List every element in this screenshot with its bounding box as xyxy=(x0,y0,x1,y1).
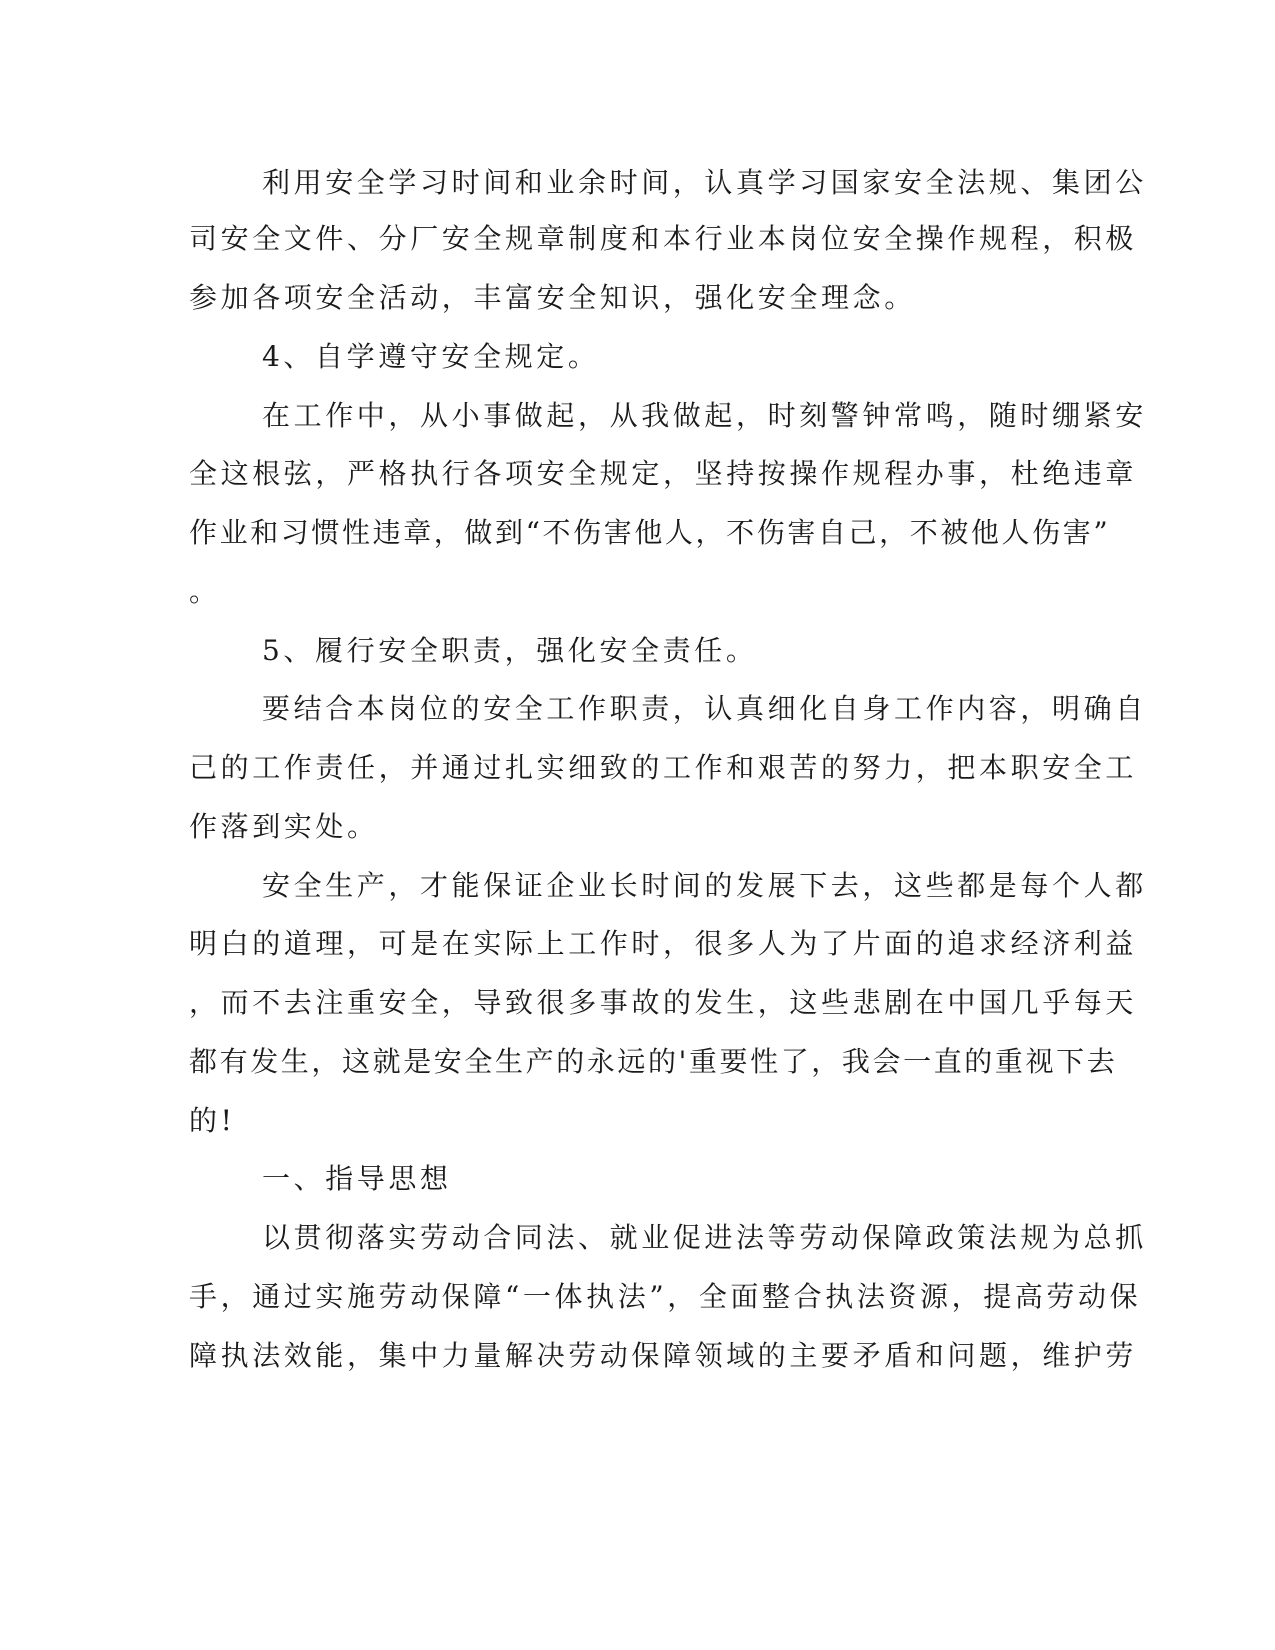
text-line: 参加各项安全活动，丰富安全知识，强化安全理念。 xyxy=(189,281,916,314)
text-line: 手，通过实施劳动保障“一体执法”，全面整合执法资源，提高劳动保 xyxy=(189,1280,1142,1313)
text-line: ，而不去注重安全，导致很多事故的发生，这些悲剧在中国几乎每天 xyxy=(189,986,1138,1019)
text-line: 在工作中，从小事做起，从我做起，时刻警钟常鸣，随时绷紧安 xyxy=(262,399,1147,432)
text-line: 司安全文件、分厂安全规章制度和本行业本岗位安全操作规程，积极 xyxy=(189,222,1138,255)
text-line: 障执法效能，集中力量解决劳动保障领域的主要矛盾和问题，维护劳 xyxy=(189,1339,1138,1372)
text-line: 都有发生，这就是安全生产的永远的'重要性了，我会一直的重视下去 xyxy=(189,1045,1118,1078)
text-line: 的! xyxy=(189,1104,236,1137)
text-line: 以贯彻落实劳动合同法、就业促进法等劳动保障政策法规为总抓 xyxy=(262,1221,1147,1254)
text-line: 安全生产，才能保证企业长时间的发展下去，这些都是每个人都 xyxy=(262,869,1147,902)
text-line: 作落到实处。 xyxy=(189,810,379,843)
text-line: 利用安全学习时间和业余时间，认真学习国家安全法规、集团公 xyxy=(262,166,1147,199)
text-line: 明白的道理，可是在实际上工作时，很多人为了片面的追求经济利益 xyxy=(189,927,1138,960)
text-line: 要结合本岗位的安全工作职责，认真细化自身工作内容，明确自 xyxy=(262,692,1147,725)
text-line: 5、履行安全职责，强化安全责任。 xyxy=(262,634,758,667)
text-line: 全这根弦，严格执行各项安全规定，坚持按操作规程办事，杜绝违章 xyxy=(189,457,1138,490)
text-line: 4、自学遵守安全规定。 xyxy=(262,340,600,373)
text-line: 。 xyxy=(189,575,221,608)
text-line: 作业和习惯性违章，做到“不伤害他人，不伤害自己，不被他人伤害” xyxy=(189,516,1111,549)
section-heading: 一、指导思想 xyxy=(262,1162,452,1195)
text-line: 己的工作责任，并通过扎实细致的工作和艰苦的努力，把本职安全工 xyxy=(189,751,1138,784)
